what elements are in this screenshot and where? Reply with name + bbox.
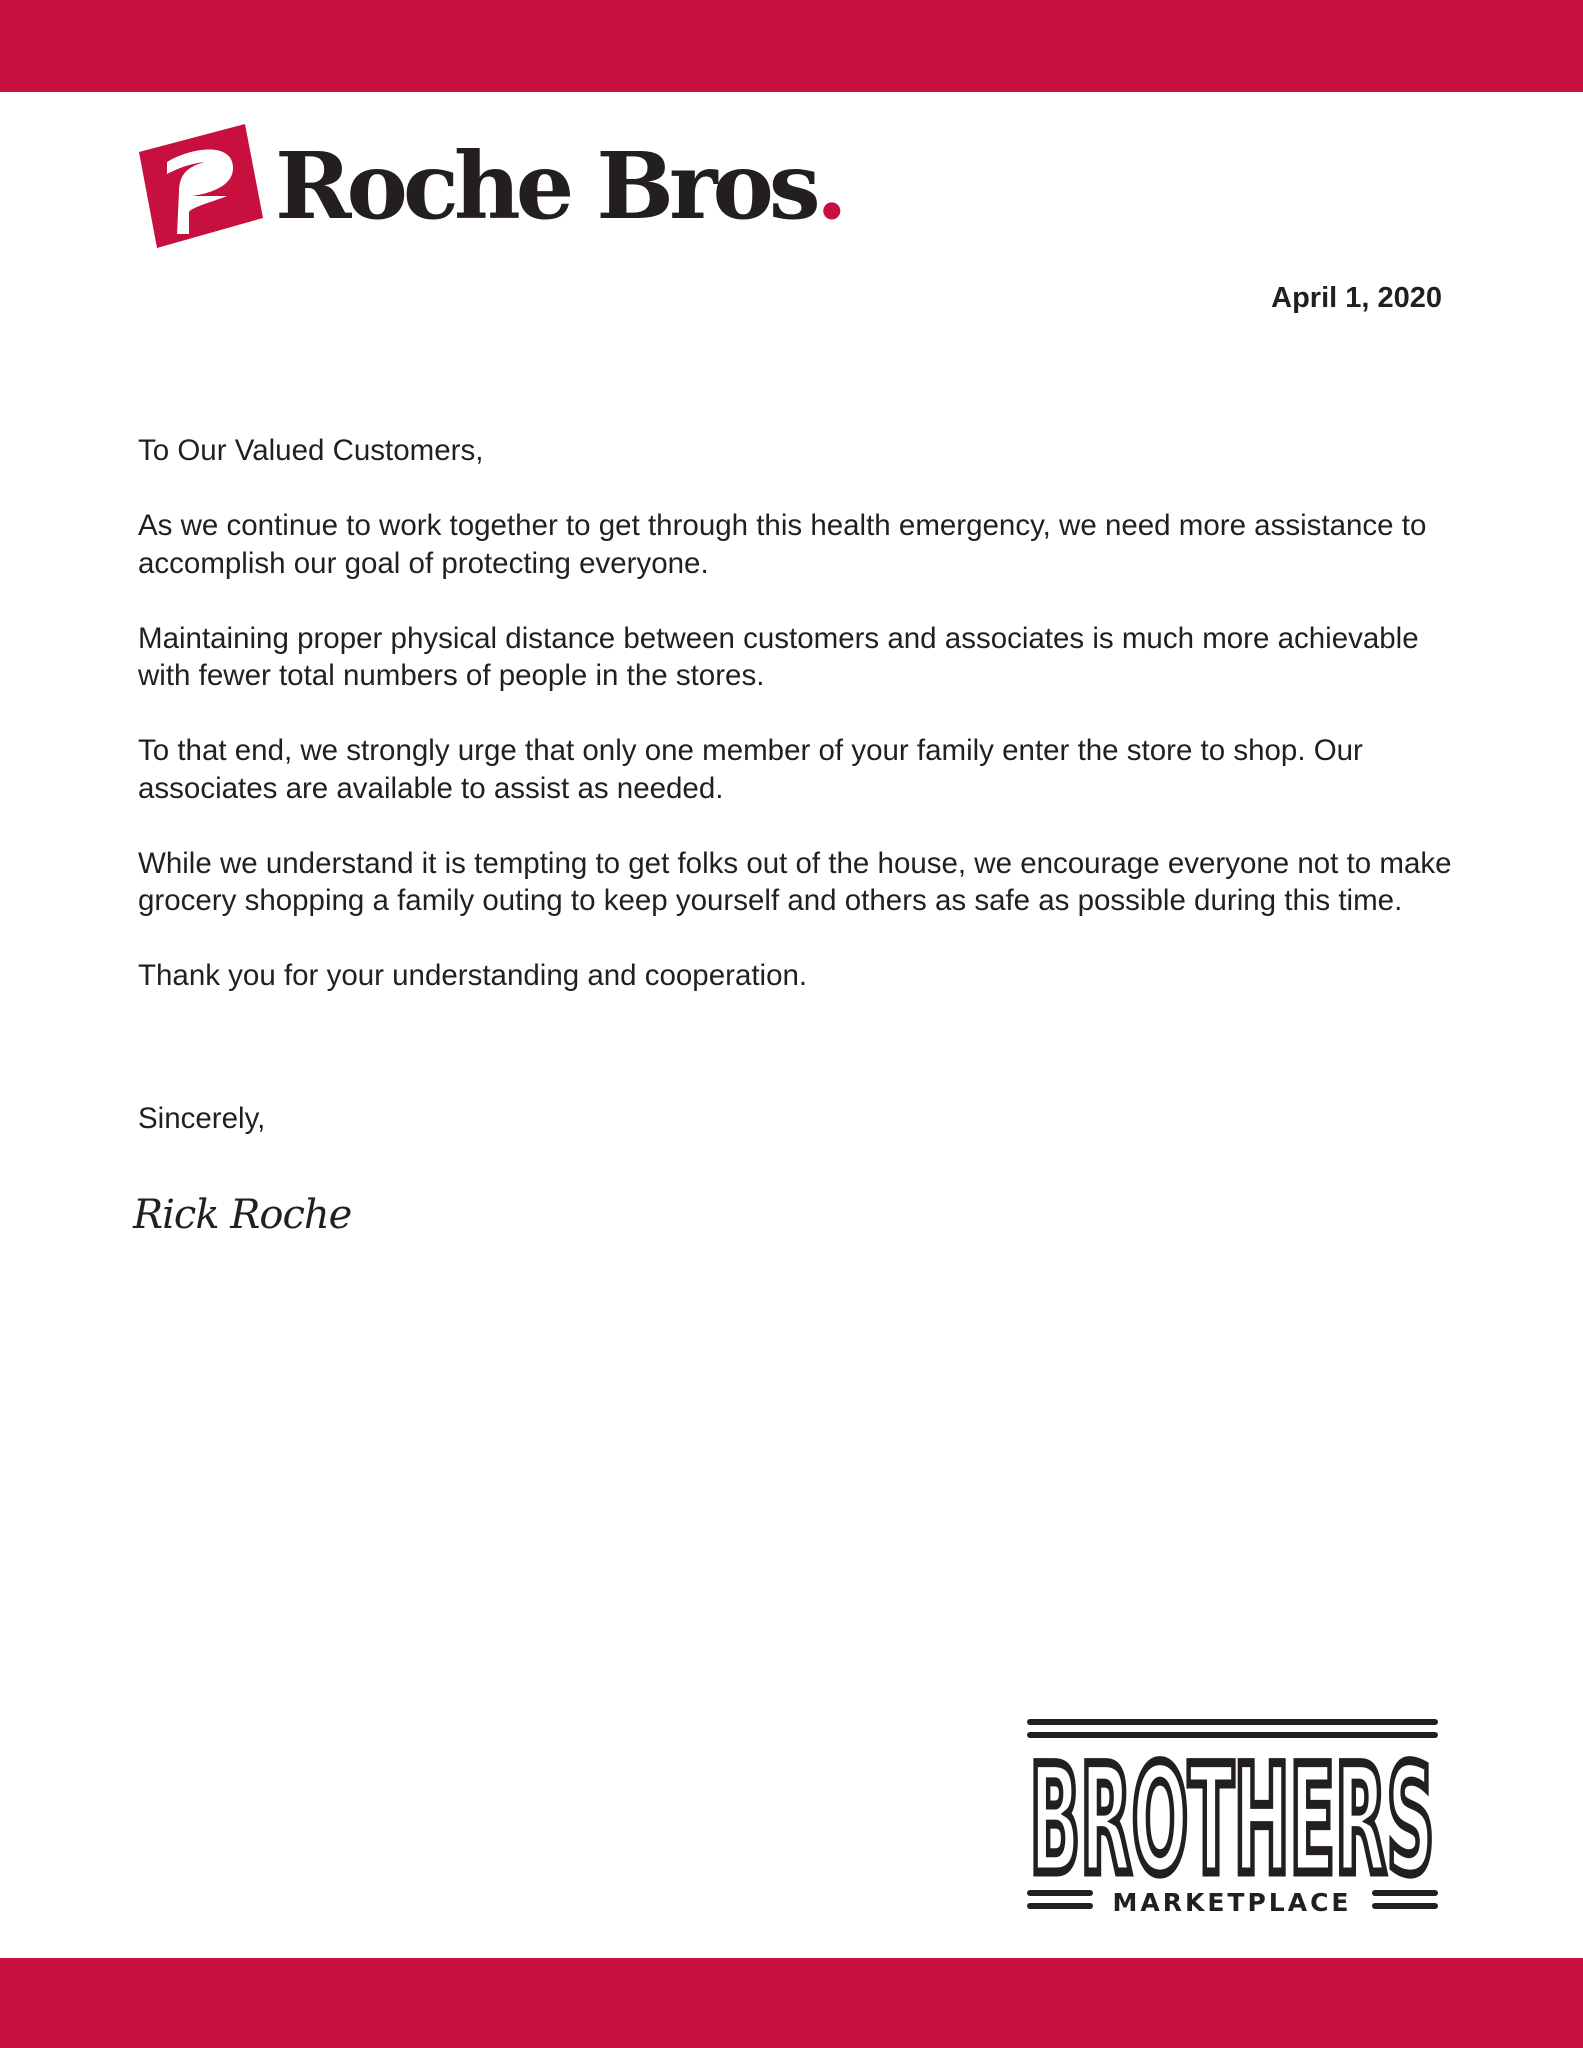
marketplace-wordmark: MARKETPLACE bbox=[1112, 1888, 1352, 1915]
letter-body bbox=[138, 432, 1458, 1032]
brothers-wordmark: BROTHERS bbox=[1029, 1734, 1435, 1908]
paragraph: As we continue to work together to get through this health emergency, we need more assistance to accomplish our goal of protecting everyone. bbox=[138, 509, 1427, 580]
paragraph: While we understand it is tempting to get folks out of the house, we encourage everyone not to make grocery shopping a family outing to keep yourself and others as safe as possible during this time. bbox=[138, 846, 1452, 917]
closing: Sincerely, bbox=[138, 1102, 266, 1135]
bottom-brand-bar bbox=[0, 1958, 1583, 2048]
letter-date: April 1, 2020 bbox=[1271, 282, 1442, 314]
paragraph: To that end, we strongly urge that only one member of your family enter the store to shop. Our associates are available to assist as needed. bbox=[138, 734, 1363, 805]
salutation: To Our Valued Customers, bbox=[138, 434, 484, 467]
roche-r-mark-icon bbox=[137, 122, 265, 250]
signature: Rick Roche bbox=[133, 1192, 352, 1238]
logo-wordmark: Roche Bros bbox=[275, 131, 816, 240]
roche-bros-logo bbox=[137, 118, 843, 253]
brothers-marketplace-logo bbox=[1025, 1717, 1440, 1915]
logo-dot: . bbox=[815, 131, 843, 240]
paragraph: Maintaining proper physical distance between customers and associates is much more achievable with fewer total numbers of people in the stores. bbox=[138, 621, 1419, 692]
top-brand-bar bbox=[0, 0, 1583, 92]
paragraph: Thank you for your understanding and cooperation. bbox=[138, 959, 808, 992]
